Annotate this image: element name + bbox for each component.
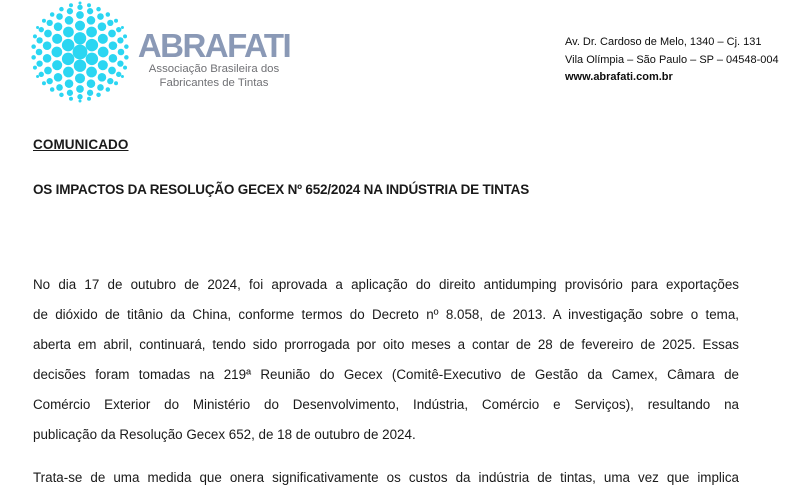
paragraph-line: No dia 17 de outubro de 2024, foi aprovada a aplicação do direito antidumping provisório para exportações [33,277,739,292]
logo-tagline-line-2: Fabricantes de Tintas [159,76,269,89]
contact-block [565,34,779,87]
paragraph-2 [33,463,739,492]
logo-tagline-line-1: Associação Brasileira dos [148,63,280,75]
paragraph-line: de dióxido de titânio da China, conforme termos do Decreto nº 8.058, de 2013. A investigação sobre o tema, [33,307,739,322]
paragraph-line: aberta em abril, continuará, tendo sido prorrogada por oito meses a contar de 28 de fevereiro de 2025. Essas [33,337,739,352]
abrafati-logo [136,29,292,90]
address-line-1: Av. Dr. Cardoso de Melo, 1340 – Cj. 131 [565,36,762,48]
comunicado-heading: COMUNICADO [33,137,129,152]
website-text: www.abrafati.com.br [565,71,673,83]
paragraph-line: Trata-se de uma medida que onera significativamente os custos da indústria de tintas, uma vez que implica [33,470,739,485]
paragraph-line: Comércio Exterior do Ministério do Desenvolvimento, Indústria, Comércio e Serviços), resultando na [33,397,739,412]
paragraph-line: decisões foram tomadas na 219ª Reunião do Gecex (Comitê-Executivo de Gestão da Camex, Câmara de [33,367,739,382]
paragraph-1 [33,270,739,450]
abrafati-logo-dots-icon [28,0,132,104]
logo-wordmark: ABRAFATI [137,27,291,64]
paragraph-line: publicação da Resolução Gecex 652, de 18 de outubro de 2024. [33,427,416,442]
document-title: OS IMPACTOS DA RESOLUÇÃO GECEX Nº 652/2024 NA INDÚSTRIA DE TINTAS [33,182,530,197]
logo-tagline [136,63,292,90]
address-line-2: Vila Olímpia – São Paulo – SP – 04548-004 [565,53,779,66]
